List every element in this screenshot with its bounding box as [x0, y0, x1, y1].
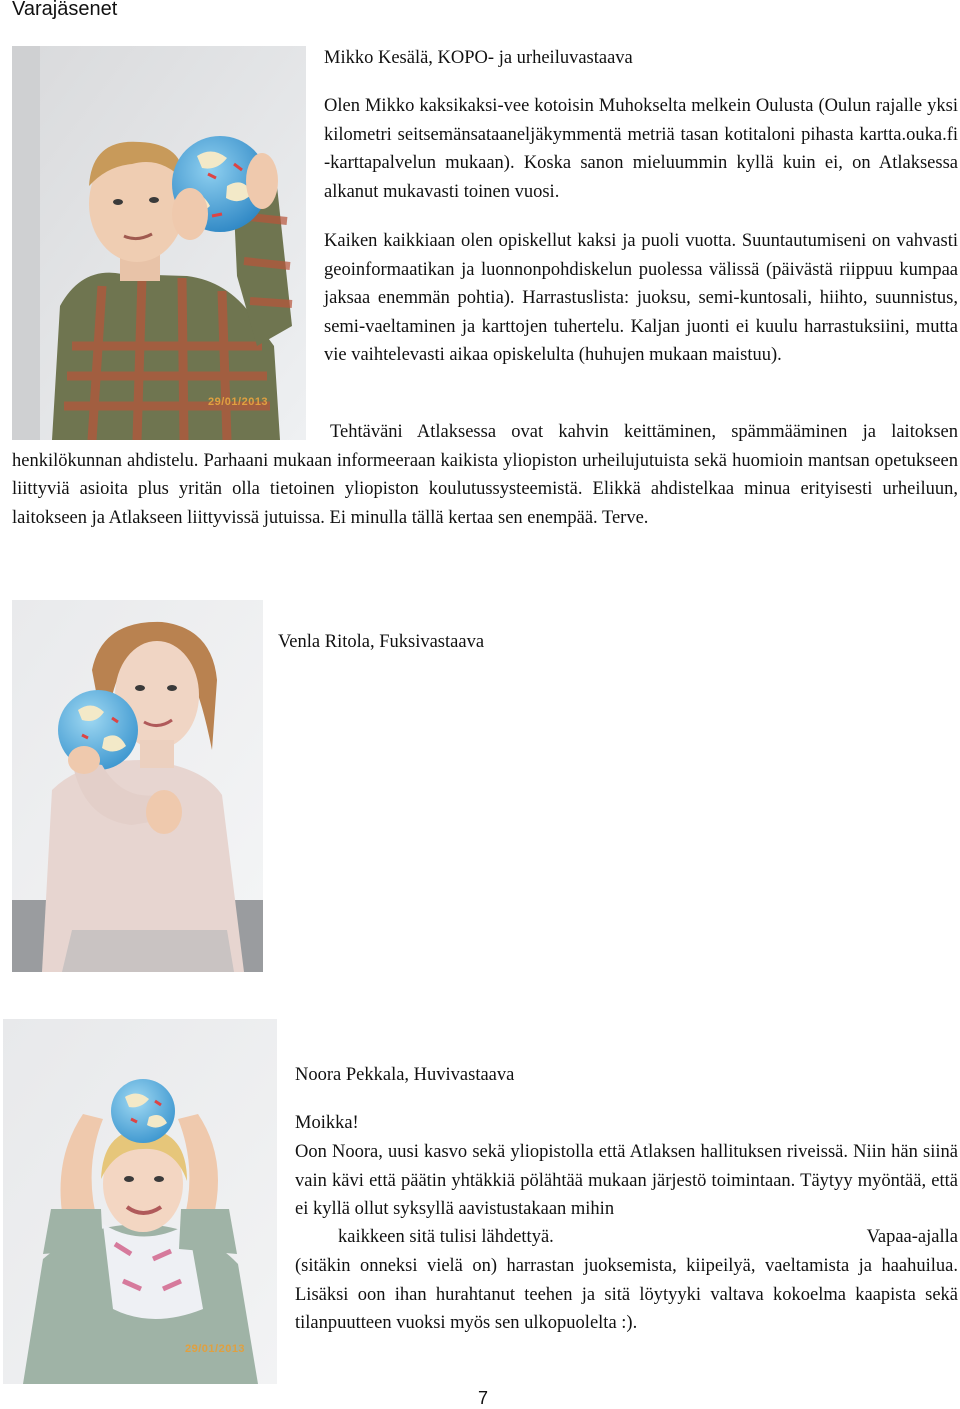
member-title-venla: Venla Ritola, Fuksivastaava	[278, 632, 485, 652]
photo-date-stamp: 29/01/2013	[208, 396, 269, 408]
photo-mikko	[12, 46, 306, 440]
member-title-noora: Noora Pekkala, Huvivastaava	[295, 1065, 515, 1085]
noora-paragraph-d: (sitäkin onneksi vielä on) harrastan juoksemista, kiipeilyä, vaeltamista ja haahuilua. Lisäksi oon ihan hurahtanut teehen ja sitä löytyyki valtava kokoelma kaapista sekä tilanpuutteen vuoksi myös sen ulkopuolelta :).	[295, 1256, 958, 1333]
photo-venla-illustration	[12, 600, 263, 972]
noora-paragraph-b: kaikkeen sitä tulisi lähdettyä.	[338, 1227, 554, 1247]
photo-noora-illustration	[3, 1019, 277, 1384]
photo-mikko-illustration	[12, 46, 306, 440]
noora-greeting: Moikka!	[295, 1113, 359, 1133]
photo-noora	[3, 1019, 277, 1384]
noora-paragraph-a: Oon Noora, uusi kasvo sekä yliopistolla että Atlaksen hallituksen riveissä. Niin hän siinä vain kävi että päätin yhtäkkiä pölähtää mukaan järjestö toimintaan. Täytyy myöntää, että ei kyllä ollut syksyllä aavistustakaan mihin	[295, 1142, 958, 1219]
photo-date-stamp: 29/01/2013	[185, 1343, 246, 1355]
member-title-mikko: Mikko Kesälä, KOPO- ja urheiluvastaava	[324, 48, 633, 68]
mikko-paragraph-2: Kaiken kaikkiaan olen opiskellut kaksi ja puoli vuotta. Suuntautumiseni on vahvasti geoinformaatikan ja luonnonpohdiskelun puolessa välissä (päivästä riippuu kumpaa jaksaa enemmän pohtia). Harrastuslista: juoksu, semi-kuntosali, hiihto, suunnistus, semi-vaeltaminen ja karttojen tuhertelu. Kaljan juonti ei kuulu harrastuksiini, mutta vie vaihtelevasti aikaa opiskelulta (huhujen mukaan maistuu).	[324, 231, 958, 365]
mikko-paragraph-1: Olen Mikko kaksikaksi-vee kotoisin Muhokselta melkein Oulusta (Oulun rajalle yksi kilometri seitsemänsataaneljäkymmentä metriä tasan kotitaloni pihasta kartta.ouka.fi -karttapalvelun mukaan). Koska sanon mieluummin kyllä kuin ei, on Atlaksessa alkanut mukavasti toinen vuosi.	[324, 96, 958, 202]
mikko-paragraph-3: Tehtäväni Atlaksessa ovat kahvin keittäminen, spämmääminen ja laitoksen henkilökunnan ahdistelu. Parhaani mukaan informeeraan kaikista yliopiston urheilujutuista sekä huomioin mantsan opetukseen liittyviä asioita plus yritän olla tietoinen yliopiston koulutussysteemistä. Elikkä ahdistelkaa minua erityisesti urheiluun, laitokseen ja Atlakseen liittyvissä jutuissa. Ei minulla tällä kertaa sen enempää. Terve.	[12, 422, 958, 528]
page-heading: Varajäsenet	[12, 0, 118, 20]
noora-paragraph-c: Vapaa-ajalla	[866, 1227, 958, 1247]
page-number: 7	[478, 1388, 489, 1408]
photo-venla	[12, 600, 263, 972]
